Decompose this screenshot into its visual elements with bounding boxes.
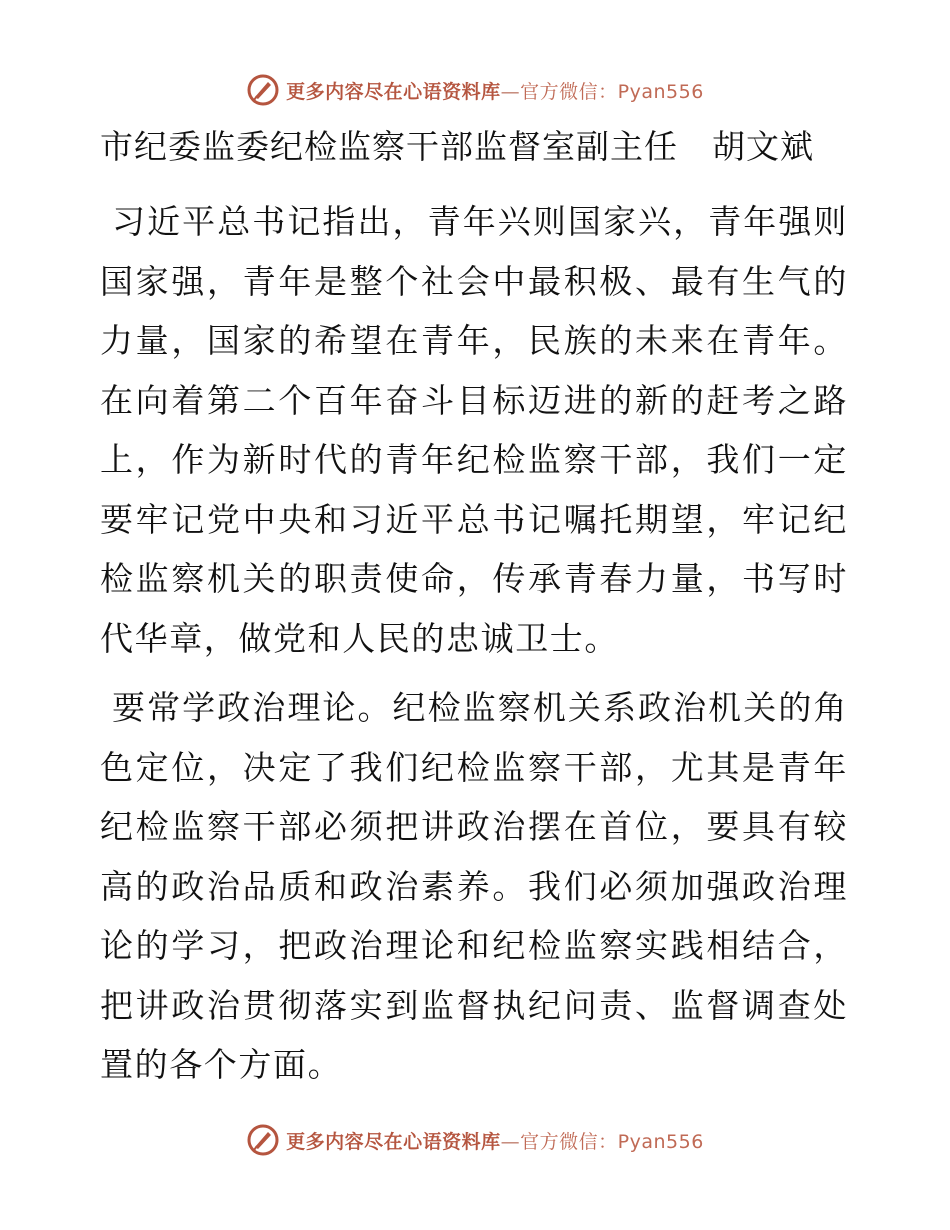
footer-watermark — [0, 1120, 950, 1160]
watermark-text: 更多内容尽在心语资料库—官方微信：Pyan556 — [286, 1130, 704, 1153]
paragraph-1: 习近平总书记指出，青年兴则国家兴，青年强则国家强，青年是整个社会中最积极、最有生气的力量，国家的希望在青年，民族的未来在青年。在向着第二个百年奋斗目标迈进的新的赶考之路上，作为新时代的青年纪检监察干部，我们一定要牢记党中央和习近平总书记嘱托期望，牢记纪检监察机关的职责使命，传承青春力量，书写时代华章，做党和人民的忠诚卫士。 — [100, 202, 848, 658]
header-watermark — [0, 70, 950, 110]
quill-logo-icon — [246, 73, 280, 107]
paragraph-2: 要常学政治理论。纪检监察机关系政治机关的角色定位，决定了我们纪检监察干部，尤其是青年纪检监察干部必须把讲政治摆在首位，要具有较高的政治品质和政治素养。我们必须加强政治理论的学习，把政治理论和纪检监察实践相结合，把讲政治贯彻落实到监督执纪问责、监督调查处置的各个方面。 — [100, 688, 848, 1084]
watermark-text: 更多内容尽在心语资料库—官方微信：Pyan556 — [286, 80, 704, 103]
quill-logo-icon — [246, 1123, 280, 1157]
document-title: 市纪委监委纪检监察干部监督室副主任 胡文斌 — [100, 127, 814, 166]
